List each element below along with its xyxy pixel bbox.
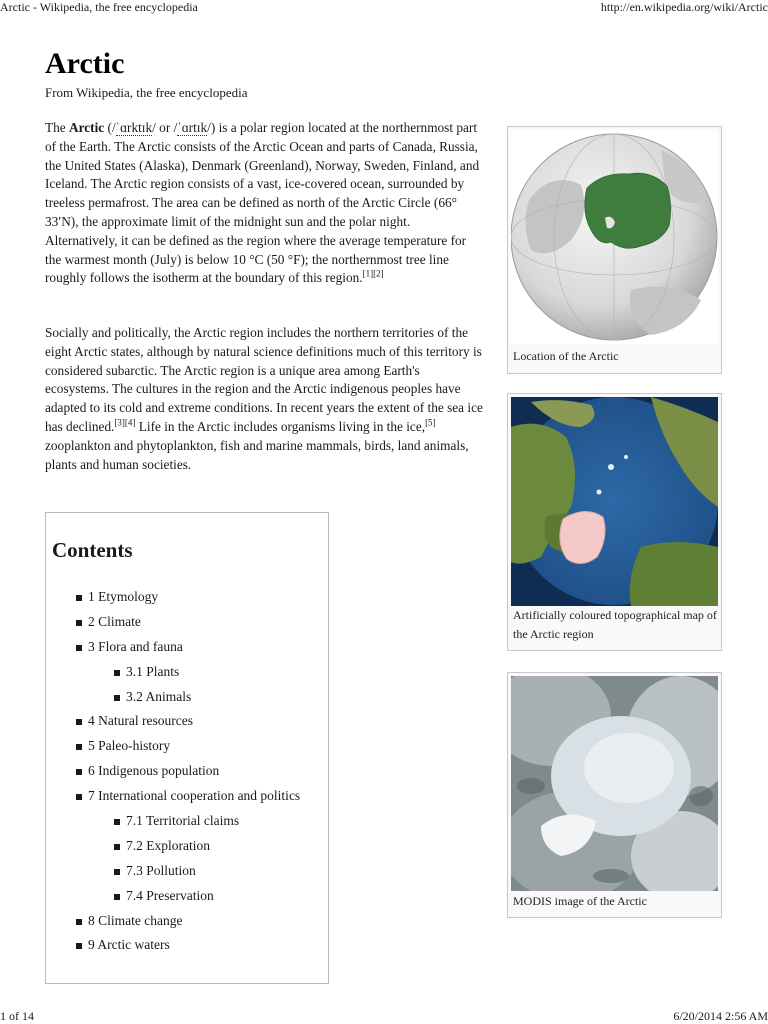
bullet-icon [76, 919, 82, 925]
toc-item-label: 1 Etymology [88, 589, 159, 604]
social-body-2: Life in the Arctic includes organisms living in the ice, [135, 418, 426, 434]
intro-body: /) is a polar region located at the northernmost part of the Earth. The Arctic consists of the Arctic Ocean and parts of Canada, Russia, the United States (Alaska), Denmark (Greenland), Norway, Sweden, Finland, and Iceland. The Arctic region consists of a vast, ice-covered ocean, surrounded by treeless permafrost. The area can be defined as north of the Arctic Circle (66° 33′N), the approximate limit of the midnight sun and the polar night. Alternatively, it can be defined as the region where the average temperature for the warmest month (July) is below 10 °C (50 °F); the northernmost tree line roughly follows the isotherm at the boundary of this region. [45, 120, 480, 286]
toc-item-flora-and-fauna[interactable] [46, 635, 300, 660]
print-header-title: Arctic - Wikipedia, the free encyclopedia [0, 0, 198, 14]
bullet-icon [76, 744, 82, 750]
toc-item-preservation[interactable] [46, 884, 300, 909]
toc-item-animals[interactable] [46, 685, 300, 710]
figure-topographic [507, 393, 722, 651]
figure-topographic-caption: Artificially coloured topographical map of the Arctic region [513, 608, 717, 641]
table-of-contents [45, 512, 329, 984]
toc-item-label: 3.2 Animals [126, 688, 192, 704]
intro-lead: The [45, 120, 69, 135]
bullet-icon [76, 943, 82, 949]
toc-item-label: 8 Climate change [88, 912, 183, 928]
bullet-icon [114, 844, 120, 850]
arctic-location-globe-image[interactable] [511, 130, 718, 344]
figure-modis [507, 672, 722, 918]
toc-item-indigenous-population[interactable] [46, 759, 300, 784]
toc-item-exploration[interactable] [46, 834, 300, 859]
bullet-icon [76, 595, 82, 601]
toc-item-paleo-history[interactable] [46, 734, 300, 759]
intro-paragraph [45, 119, 485, 288]
bullet-icon [76, 769, 82, 775]
figure-modis-caption: MODIS image of the Arctic [513, 894, 647, 908]
ipa-pronunciation-1[interactable]: ˈɑrktɪk [115, 120, 153, 135]
social-paragraph [45, 324, 485, 474]
bullet-icon [114, 695, 120, 701]
toc-item-plants[interactable] [46, 660, 300, 685]
arctic-modis-satellite-image[interactable] [511, 676, 718, 891]
bullet-icon [76, 620, 82, 626]
toc-item-label: 7.4 Preservation [126, 887, 214, 903]
toc-title: Contents [52, 538, 133, 562]
toc-item-label: 5 Paleo-history [88, 738, 171, 754]
bullet-icon [114, 869, 120, 875]
print-page-count: 1 of 14 [0, 1009, 34, 1023]
toc-item-label: 7.1 Territorial claims [126, 813, 240, 829]
citation-ref-1-2[interactable]: [1][2] [362, 268, 384, 279]
bullet-icon [76, 794, 82, 800]
toc-item-label: 7.2 Exploration [126, 837, 210, 853]
toc-item-label: 7.3 Pollution [126, 862, 196, 878]
toc-list [46, 585, 300, 958]
print-header-url[interactable]: http://en.wikipedia.org/wiki/Arctic [600, 0, 768, 14]
toc-item-natural-resources[interactable] [46, 709, 300, 734]
toc-item-label: 4 Natural resources [88, 713, 193, 729]
figure-location [507, 126, 722, 374]
social-body-1: Socially and politically, the Arctic region includes the northern territories of the eight Arctic states, although by natural science definitions much of this territory is considered subarctic. The Arctic region is a unique area among Earth's ecosystems. The cultures in the region and the Arctic indigenous peoples have adapted to its cold and extreme conditions. In recent years the extent of the sea ice has declined. [45, 325, 483, 434]
intro-or: / or / [152, 120, 178, 135]
page-title: Arctic [45, 47, 125, 80]
site-tagline: From Wikipedia, the free encyclopedia [45, 85, 248, 100]
toc-item-label: 3 Flora and fauna [88, 638, 183, 654]
toc-item-label: 9 Arctic waters [88, 937, 170, 953]
toc-item-arctic-waters[interactable] [46, 933, 300, 958]
bullet-icon [114, 819, 120, 825]
intro-term: Arctic [69, 120, 105, 135]
toc-item-label: 7 International cooperation and politics [88, 788, 301, 804]
toc-item-label: 2 Climate [88, 613, 141, 629]
arctic-topographic-map-image[interactable] [511, 397, 718, 606]
toc-item-label: 3.1 Plants [126, 663, 180, 679]
bullet-icon [76, 719, 82, 725]
toc-item-label: 6 Indigenous population [88, 763, 220, 779]
toc-item-etymology[interactable] [46, 585, 300, 610]
social-body-3: zooplankton and phytoplankton, fish and marine mammals, birds, land animals, plants and human societies. [45, 437, 469, 472]
print-timestamp: 6/20/2014 2:56 AM [673, 1009, 768, 1023]
bullet-icon [114, 670, 120, 676]
ipa-pronunciation-2[interactable]: ˈɑrtɪk [177, 120, 208, 135]
toc-item-pollution[interactable] [46, 859, 300, 884]
intro-paren-open: (/ [104, 120, 116, 135]
bullet-icon [114, 894, 120, 900]
toc-item-international-cooperation[interactable] [46, 784, 300, 809]
citation-ref-5[interactable]: [5] [425, 417, 436, 428]
bullet-icon [76, 645, 82, 651]
toc-item-climate[interactable] [46, 610, 300, 635]
toc-item-climate-change[interactable] [46, 909, 300, 934]
toc-item-territorial-claims[interactable] [46, 809, 300, 834]
figure-location-caption: Location of the Arctic [513, 349, 619, 363]
citation-ref-3-4[interactable]: [3][4] [114, 417, 136, 428]
